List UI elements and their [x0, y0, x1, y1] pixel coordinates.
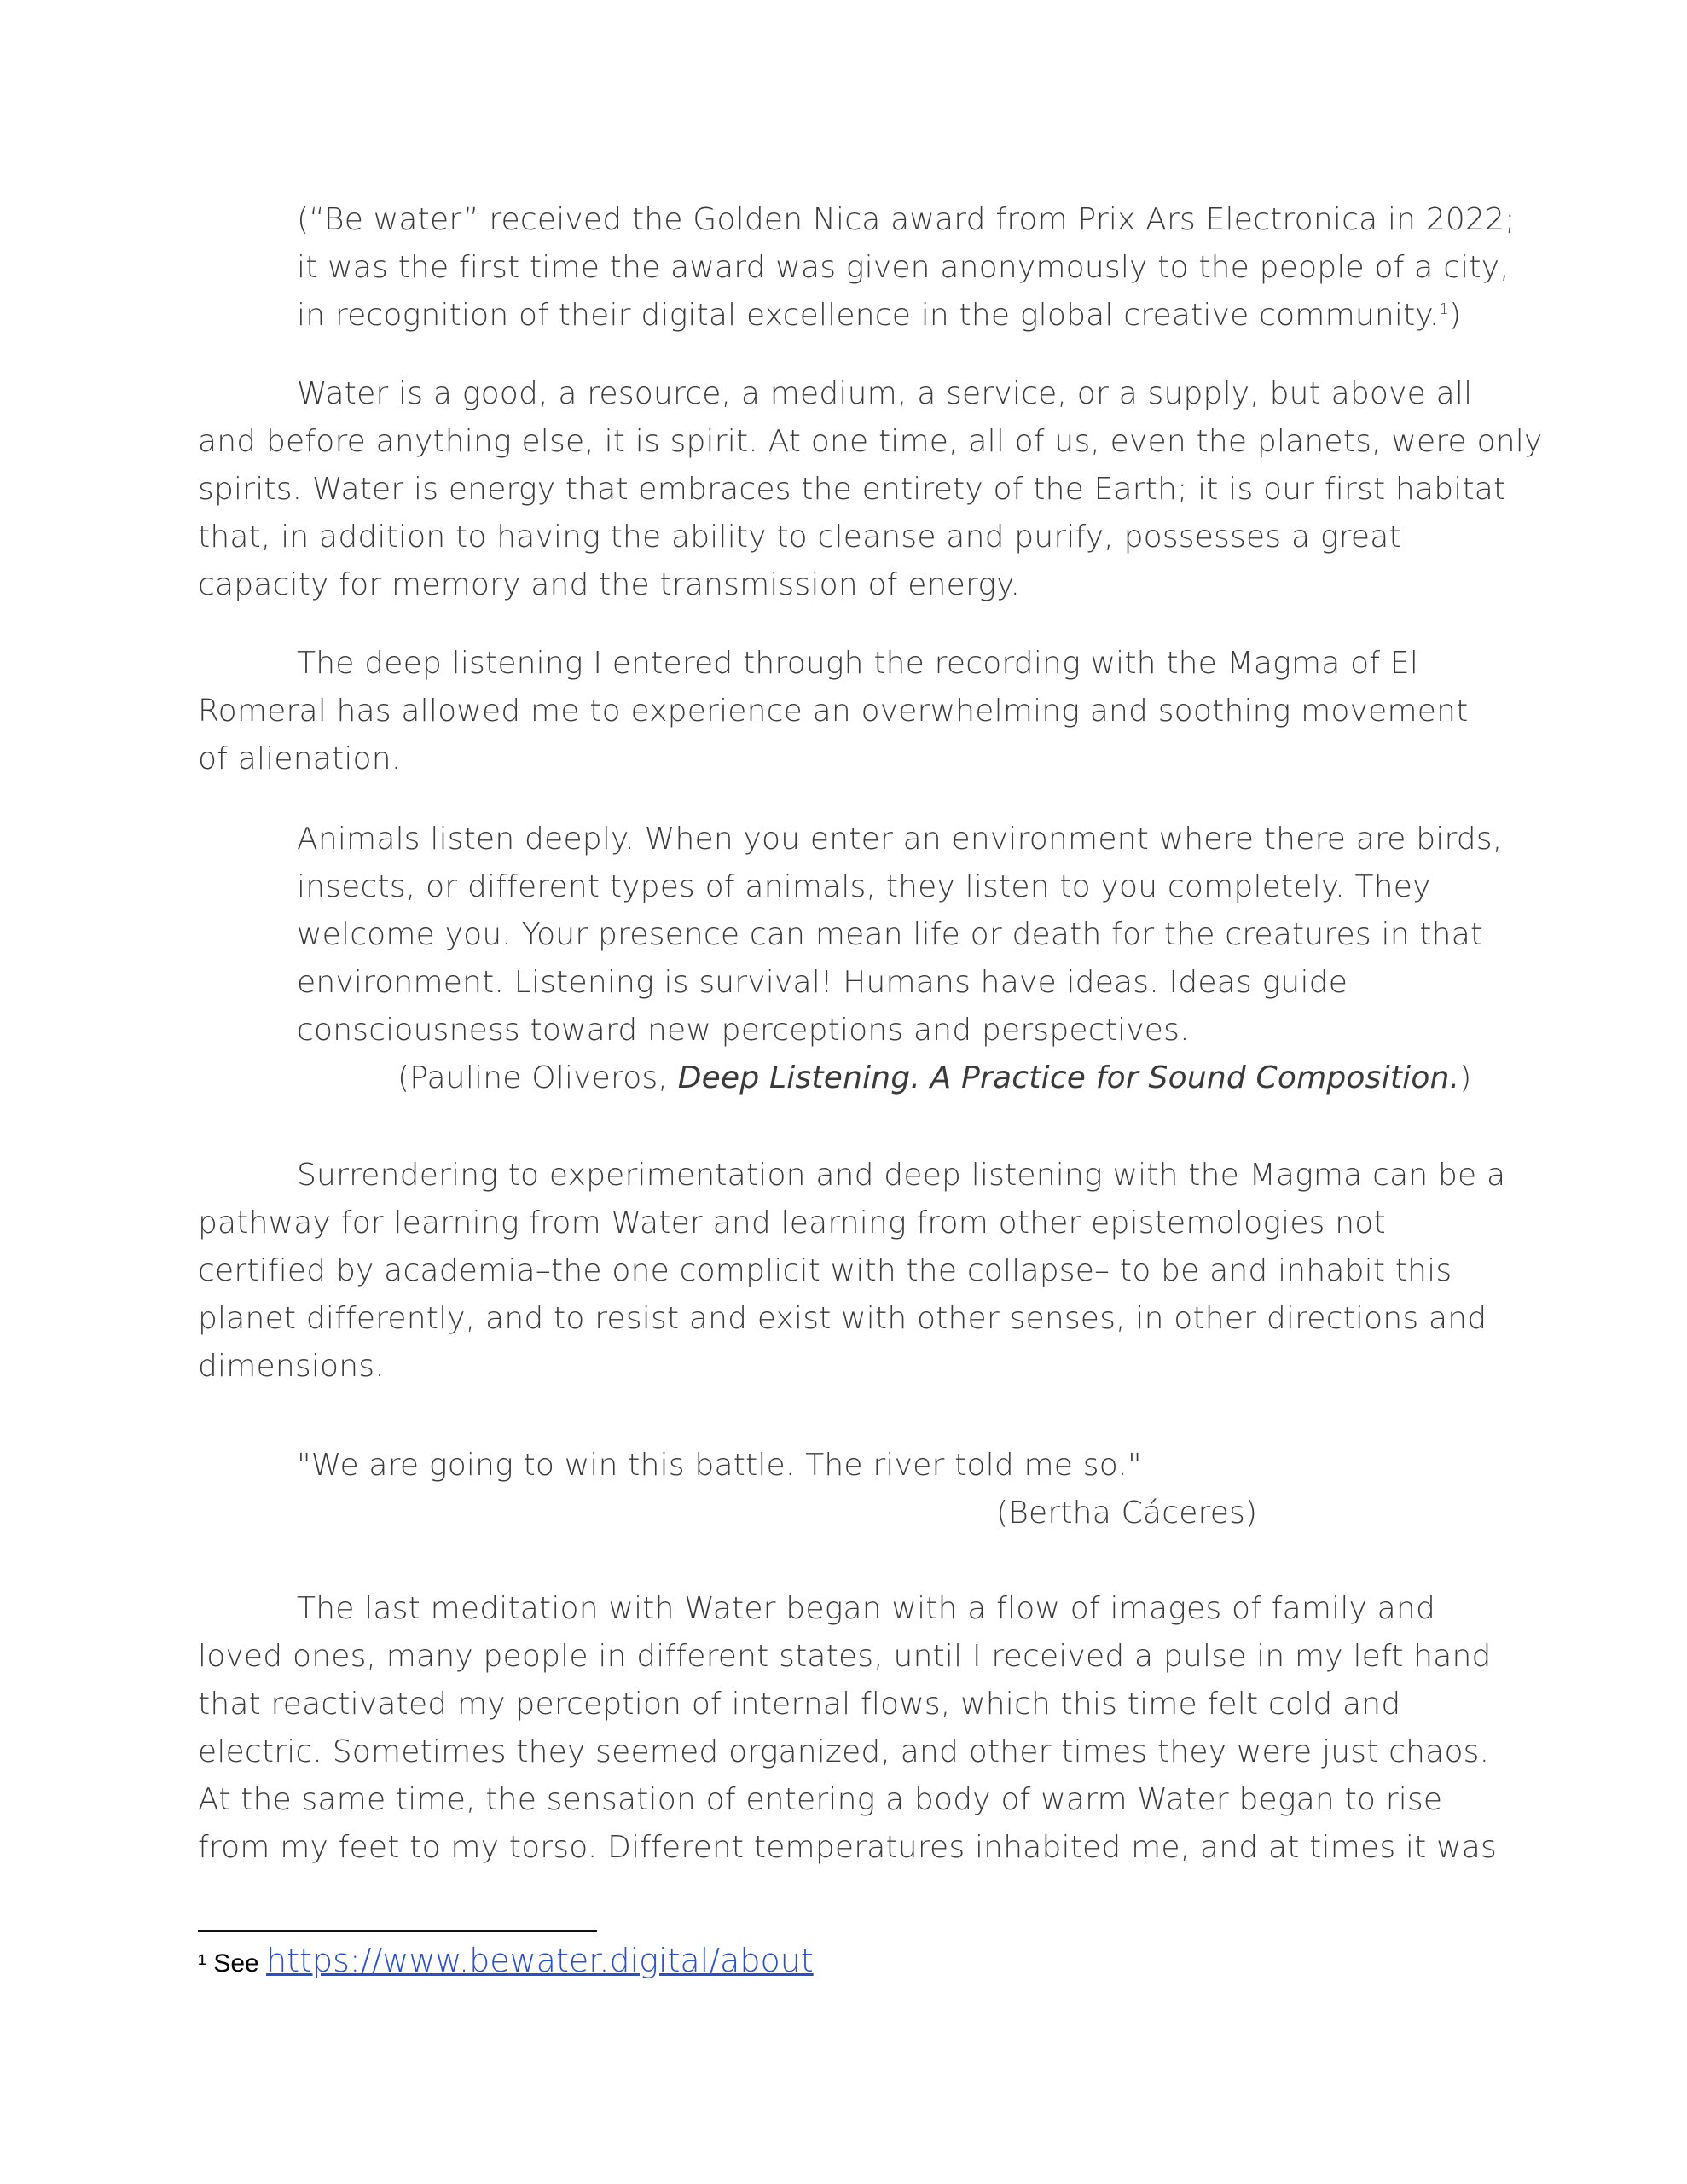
deep-listening-paragraph: [198, 640, 1494, 783]
water-spirit-paragraph: [198, 370, 1543, 609]
text-line: capacity for memory and the transmission of energy.: [198, 567, 1021, 602]
text-line: loved ones, many people in different states, until I received a pulse in my left hand: [198, 1639, 1492, 1674]
text-line: pathway for learning from Water and learning from other epistemologies not: [198, 1205, 1386, 1240]
attribution-suffix: ): [1459, 1060, 1472, 1095]
text-line: certified by academia–the one complicit with the collapse– to be and inhabit this: [198, 1253, 1452, 1288]
quote-line: consciousness toward new perceptions and perspectives.: [297, 1013, 1190, 1048]
book-title: Deep Listening. A Practice for Sound Composition.: [677, 1060, 1460, 1095]
footnote-separator: [198, 1930, 597, 1932]
quote-line: Animals listen deeply. When you enter an environment where there are birds,: [297, 822, 1503, 857]
text-line-content: in recognition of their digital excellence in the global creative community.: [297, 298, 1440, 333]
text-line: Romeral has allowed me to experience an overwhelming and soothing movement: [198, 694, 1469, 729]
text-line: and before anything else, it is spirit. At one time, all of us, even the planets, were only: [198, 424, 1543, 459]
footnote: [198, 1937, 814, 1988]
footnote-number: ¹: [198, 1949, 206, 1978]
text-line: spirits. Water is energy that embraces the entirety of the Earth; it is our first habitat: [198, 472, 1506, 507]
text-line: electric. Sometimes they seemed organized, and other times they were just chaos.: [198, 1734, 1490, 1769]
closing-paren: ): [1449, 298, 1462, 333]
footnote-link[interactable]: https://www.bewater.digital/about: [266, 1942, 814, 1979]
text-line: of alienation.: [198, 741, 402, 776]
quote-line: environment. Listening is survival! Humans have ideas. Ideas guide: [297, 965, 1348, 1000]
oliveros-quote: [297, 816, 1508, 1102]
footnote-marker: 1: [1439, 300, 1450, 318]
meditation-paragraph: [198, 1585, 1497, 1872]
text-line: At the same time, the sensation of entering a body of warm Water began to rise: [198, 1782, 1443, 1817]
text-line: (“Be water” received the Golden Nica award from Prix Ars Electronica in 2022;: [297, 202, 1516, 237]
attribution-prefix: (Pauline Oliveros,: [397, 1060, 678, 1095]
quote-line: welcome you. Your presence can mean life or death for the creatures in that: [297, 917, 1483, 952]
text-line: The deep listening I entered through the recording with the Magma of El: [297, 646, 1419, 681]
surrendering-paragraph: [198, 1152, 1506, 1391]
quote-attribution: [297, 1054, 1508, 1102]
text-line: The last meditation with Water began with a flow of images of family and: [297, 1591, 1435, 1626]
text-line: that reactivated my perception of internal flows, which this time felt cold and: [198, 1687, 1401, 1722]
quote-line: insects, or different types of animals, they listen to you completely. They: [297, 869, 1431, 904]
text-line: [297, 292, 1508, 340]
text-line: Surrendering to experimentation and deep listening with the Magma can be a: [297, 1158, 1506, 1193]
text-line: planet differently, and to resist and exist with other senses, in other directions and: [198, 1301, 1487, 1336]
footnote-label: See: [206, 1949, 267, 1978]
text-line: Water is a good, a resource, a medium, a service, or a supply, but above all: [297, 376, 1473, 411]
caceres-quote: [198, 1442, 1494, 1537]
quote-line: "We are going to win this battle. The river told me so.": [297, 1448, 1142, 1483]
text-line: that, in addition to having the ability to cleanse and purify, possesses a great: [198, 520, 1401, 555]
award-paragraph: [297, 196, 1516, 340]
quote-attribution: (Bertha Cáceres): [996, 1496, 1258, 1531]
text-line: from my feet to my torso. Different temperatures inhabited me, and at times it was: [198, 1830, 1497, 1865]
text-line: it was the first time the award was given anonymously to the people of a city,: [297, 250, 1510, 285]
text-line: dimensions.: [198, 1349, 385, 1384]
